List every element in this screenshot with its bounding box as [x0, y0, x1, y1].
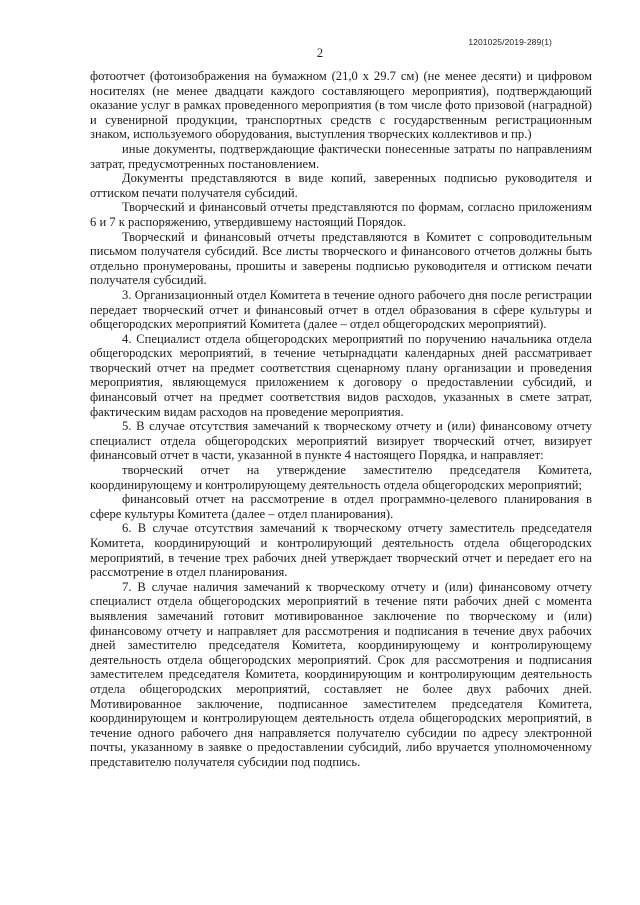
document-body	[90, 69, 592, 770]
paragraph-item-5: 5. В случае отсутствия замечаний к творческому отчету и (или) финансовому отчету специалист отдела общегородских мероприятий визирует творческий отчет, визирует финансовый отчет в части, указанной в пункте 4 настоящего Порядка, и направляет:	[90, 419, 592, 463]
paragraph-item-4: 4. Специалист отдела общегородских мероприятий по поручению начальника отдела общегородских мероприятий, в течение четырнадцати календарных дней рассматривает творческий отчет на предмет соответствия сценарному плану организации и проведения мероприятия, являющемуся приложением к договору о предоставлении субсидий, и финансовый отчет на предмет соответствия видов расходов, указанных в смете затрат, фактическим видам расходов на проведение мероприятия.	[90, 331, 592, 419]
paragraph-photo-report: фотоотчет (фотоизображения на бумажном (21,0 х 29.7 см) (не менее десяти) и цифровом носителях (не менее двадцати каждого составляющего мероприятия), подтверждающий оказание услуг в рамках проведенного мероприятия (в том числе фото призовой (наградной) и сувенирной продукции, транспортных средств с государственным регистрационным знаком, используемого оборудования, выступления творческих коллективов и пр.)	[90, 69, 592, 142]
document-registration-number: 1201025/2019-289(1)	[468, 37, 552, 47]
paragraph-copies: Документы представляются в виде копий, заверенных подписью руководителя и оттиском печати получателя субсидий.	[90, 171, 592, 200]
paragraph-item-6: 6. В случае отсутствия замечаний к творческому отчету заместитель председателя Комитета, координирующий и контролирующий деятельность отдела общегородских мероприятий, в течение трех рабочих дней утверждает творческий отчет и передает его на рассмотрение в отдел планирования.	[90, 521, 592, 580]
paragraph-other-documents: иные документы, подтверждающие фактически понесенные затраты по направлениям затрат, предусмотренных постановлением.	[90, 141, 592, 171]
page-number: 2	[316, 46, 324, 60]
paragraph-report-forms: Творческий и финансовый отчеты представляются по формам, согласно приложениям 6 и 7 к распоряжению, утвердившему настоящий Порядок.	[90, 200, 592, 229]
paragraph-item-3: 3. Организационный отдел Комитета в течение одного рабочего дня после регистрации передает творческий отчет и финансовый отчет в отдел образования в сфере культуры и общегородских мероприятий Комитета (далее – отдел общегородских мероприятий).	[90, 287, 592, 332]
paragraph-creative-report-approval: творческий отчет на утверждение заместителю председателя Комитета, координирующему и контролирующему деятельность отдела общегородских мероприятий;	[90, 463, 592, 492]
paragraph-financial-report-review: финансовый отчет на рассмотрение в отдел программно-целевого планирования в сфере культуры Комитета (далее – отдел планирования).	[90, 492, 592, 521]
paragraph-cover-letter: Творческий и финансовый отчеты представляются в Комитет с сопроводительным письмом получателя субсидий. Все листы творческого и финансового отчетов должны быть отдельно пронумерованы, прошиты и заверены подписью руководителя и оттиском печати получателя субсидий.	[90, 229, 592, 288]
paragraph-item-7: 7. В случае наличия замечаний к творческому отчету и (или) финансовому отчету специалист отдела общегородских мероприятий в течение пяти рабочих дней с момента выявления замечаний готовит мотивированное заключение по творческому и (или) финансовому отчету и направляет для рассмотрения и подписания в течение двух рабочих дней заместителю председателя Комитета, координирующему и контролирующему деятельность отдела общегородских мероприятий. Срок для рассмотрения и подписания заместителем председателя Комитета, координирующим и контролирующим деятельность отдела общегородских мероприятий, составляет не более двух рабочих дней. Мотивированное заключение, подписанное заместителем председателя Комитета, координирующем и контролирующем деятельность отдела общегородских мероприятий, в течение одного рабочего дня направляется получателю субсидии по адресу электронной почты, указанному в заявке о предоставлении субсидий, либо вручается уполномоченному представителю получателя субсидии под подпись.	[90, 579, 592, 769]
